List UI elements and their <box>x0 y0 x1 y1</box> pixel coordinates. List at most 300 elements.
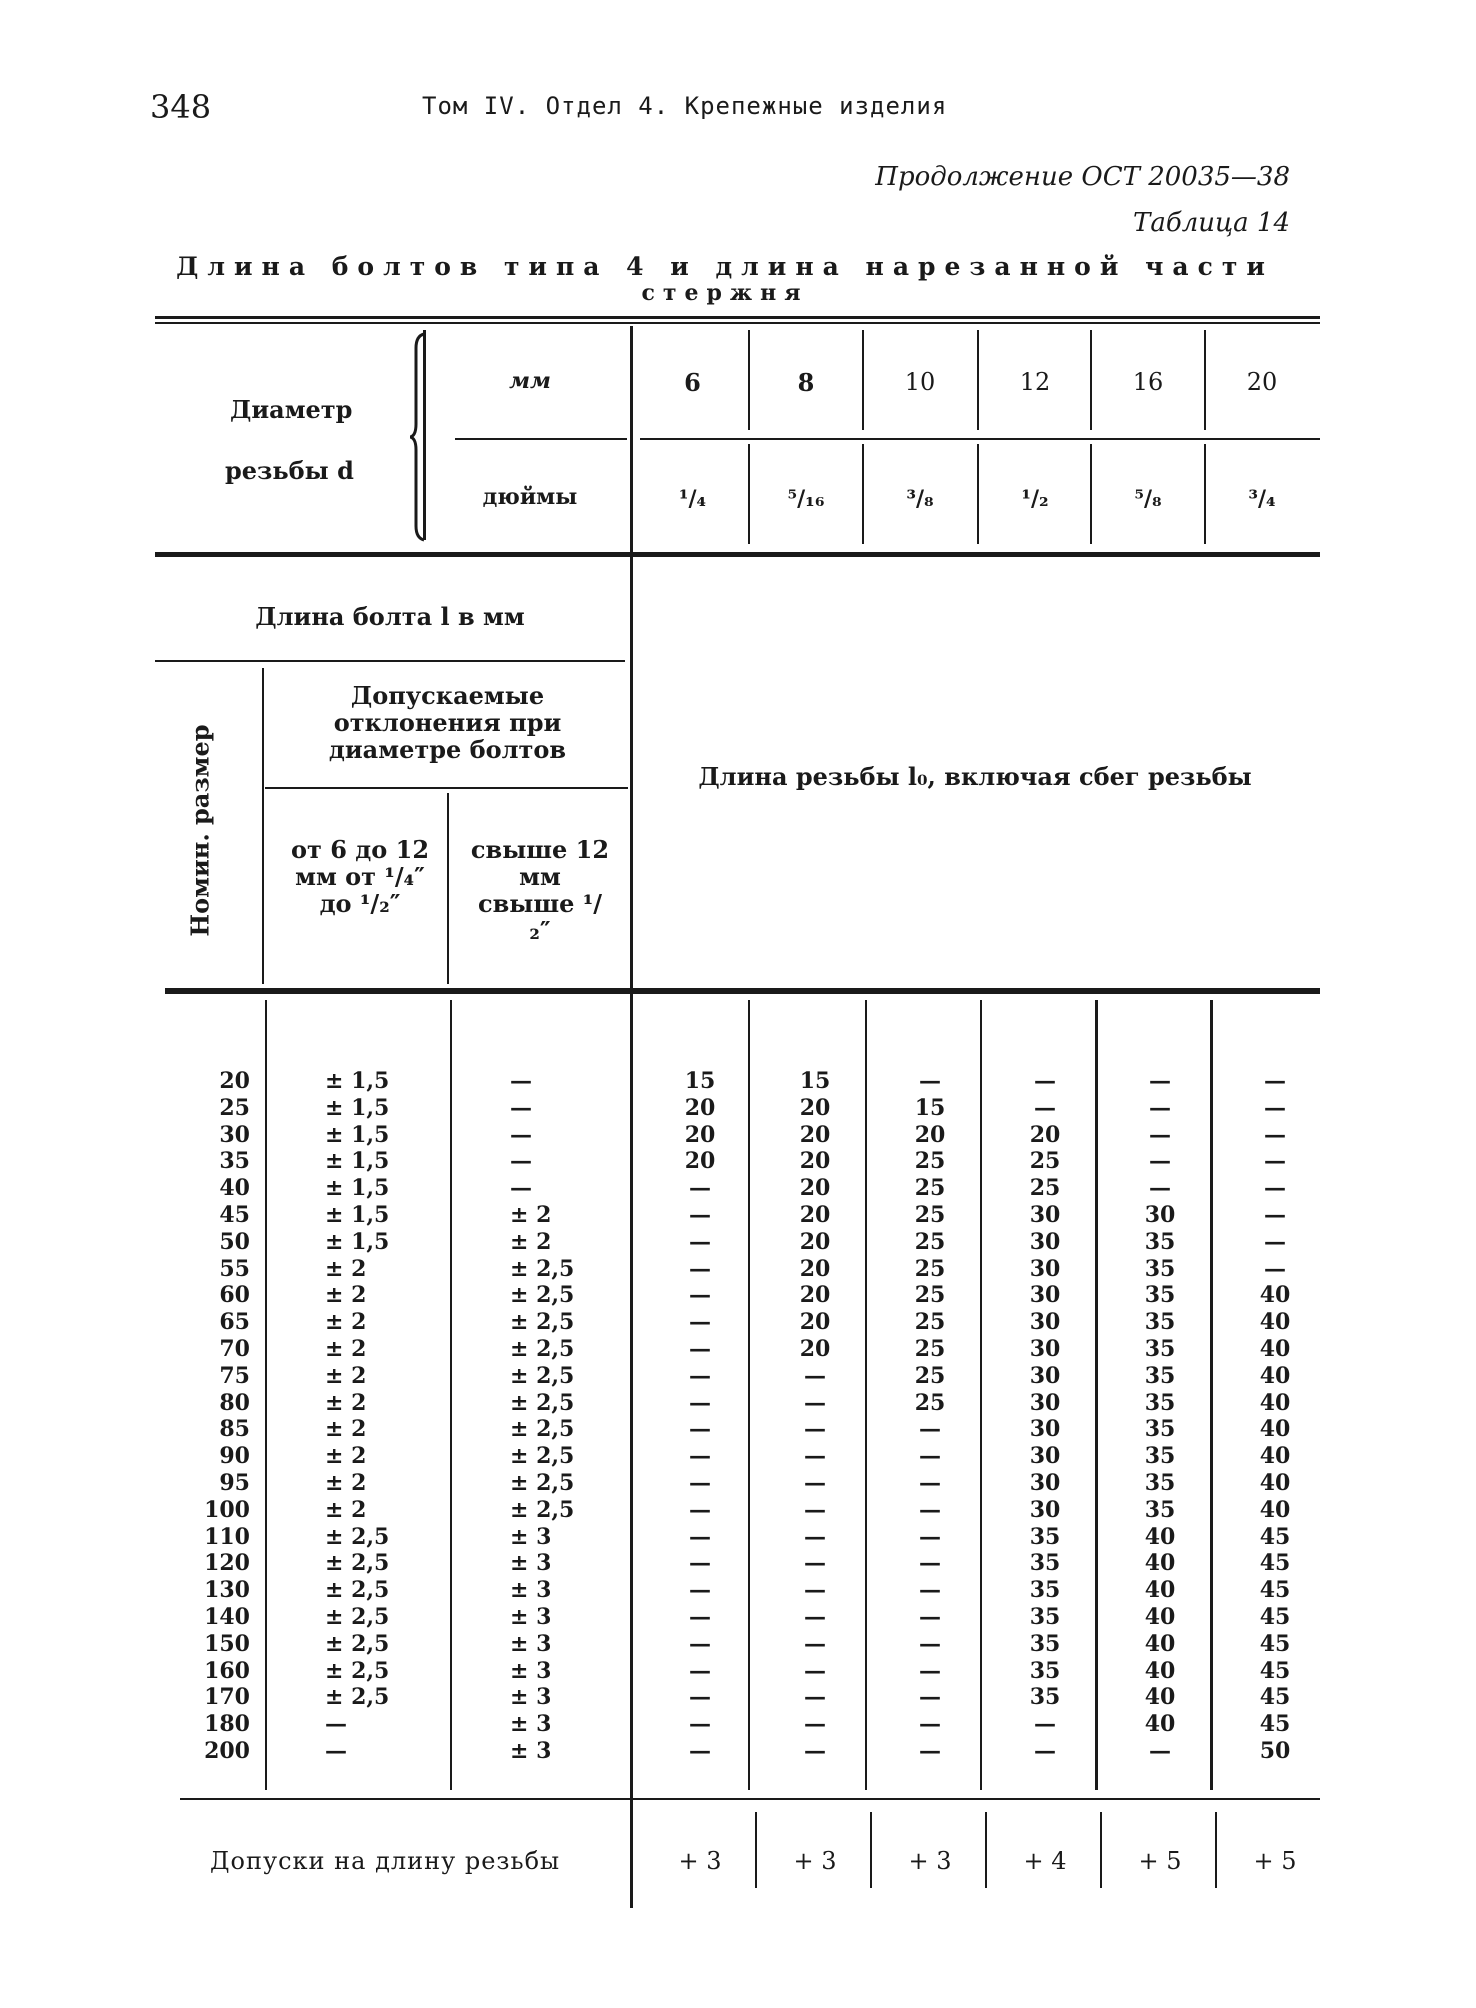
table-cell: 45 <box>1259 1684 1291 1711</box>
table-cell: ± 2,5 <box>325 1603 390 1630</box>
table-cell: 25 <box>914 1282 946 1309</box>
vline-tol-5 <box>1215 1812 1217 1888</box>
table-cell: 45 <box>1259 1577 1291 1604</box>
table-cell: — <box>804 1523 826 1550</box>
table-cell: 30 <box>219 1121 250 1148</box>
diameter-inch-5: ⁵/₈ <box>1134 486 1162 512</box>
table-cell: 65 <box>219 1309 250 1336</box>
table-cell: 35 <box>1144 1496 1176 1523</box>
main-divider <box>630 326 633 1908</box>
table-cell: 45 <box>1259 1603 1291 1630</box>
table-cell: 30 <box>1029 1469 1061 1496</box>
table-cell: — <box>325 1711 347 1738</box>
table-cell: 25 <box>914 1201 946 1228</box>
vline-h-5b <box>1204 444 1206 544</box>
table-cell: — <box>1149 1737 1171 1764</box>
table-cell: — <box>689 1443 711 1470</box>
table-cell: — <box>1264 1094 1286 1121</box>
table-cell: — <box>1264 1121 1286 1148</box>
table-cell: — <box>1264 1175 1286 1202</box>
continuation-note: Продолжение ОСТ 20035—38 <box>875 162 1290 192</box>
tolerance-label: Допуски на длину резьбы <box>210 1847 561 1875</box>
thread-length-10-column <box>890 1068 970 1765</box>
table-cell: 25 <box>914 1362 946 1389</box>
diameter-inch-6: ³/₄ <box>1248 486 1276 512</box>
table-cell: — <box>804 1737 826 1764</box>
table-cell: 35 <box>1144 1416 1176 1443</box>
table-cell: 40 <box>1144 1657 1176 1684</box>
table-cell: ± 3 <box>510 1630 552 1657</box>
table-cell: — <box>689 1603 711 1630</box>
table-cell: 35 <box>1144 1362 1176 1389</box>
table-cell: 25 <box>914 1389 946 1416</box>
table-cell: 40 <box>1144 1603 1176 1630</box>
thread-diameter-label-2: резьбы d <box>225 456 354 485</box>
table-cell: — <box>919 1603 941 1630</box>
table-cell: — <box>510 1094 532 1121</box>
table-cell: 20 <box>799 1201 831 1228</box>
table-cell: 20 <box>799 1255 831 1282</box>
table-cell: 30 <box>1029 1389 1061 1416</box>
thread-length-12-column <box>1005 1068 1085 1765</box>
vline-h-3a <box>977 330 979 430</box>
table-cell: 140 <box>204 1603 250 1630</box>
rule-mm-inch-b <box>640 438 1320 440</box>
table-cell: — <box>689 1737 711 1764</box>
table-cell: 85 <box>219 1416 250 1443</box>
table-cell: — <box>689 1711 711 1738</box>
table-cell: — <box>1149 1068 1171 1094</box>
table-cell: — <box>689 1496 711 1523</box>
table-cell: — <box>1264 1228 1286 1255</box>
table-cell: ± 1,5 <box>325 1228 390 1255</box>
thread-length-6-column <box>660 1068 740 1765</box>
table-cell: ± 2,5 <box>325 1523 390 1550</box>
table-cell: — <box>1149 1121 1171 1148</box>
table-cell: 60 <box>219 1282 250 1309</box>
table-cell: — <box>510 1148 532 1175</box>
table-cell: ± 2 <box>510 1201 552 1228</box>
table-cell: — <box>919 1443 941 1470</box>
table-cell: ± 2,5 <box>510 1282 575 1309</box>
vline-body-4 <box>1095 1000 1098 1790</box>
table-cell: — <box>510 1175 532 1202</box>
table-cell: ± 3 <box>510 1737 552 1764</box>
bolt-length-header: Длина болта l в мм <box>255 602 525 631</box>
table-cell: ± 3 <box>510 1577 552 1604</box>
table-cell: — <box>689 1362 711 1389</box>
brace-icon <box>410 332 430 542</box>
table-cell: — <box>804 1550 826 1577</box>
table-cell: 35 <box>1029 1684 1061 1711</box>
table-cell: — <box>919 1496 941 1523</box>
tolerance-12: + 4 <box>1023 1847 1067 1875</box>
deviation-small-column <box>325 1068 435 1765</box>
table-cell: — <box>689 1335 711 1362</box>
diameter-inch-1: ¹/₄ <box>678 486 707 512</box>
vline-h-2a <box>862 330 864 430</box>
table-cell: 30 <box>1029 1282 1061 1309</box>
table-cell: ± 2,5 <box>510 1496 575 1523</box>
table-cell: 160 <box>204 1657 250 1684</box>
table-cell: 20 <box>799 1309 831 1336</box>
table-cell: 40 <box>1144 1684 1176 1711</box>
table-cell: 35 <box>1029 1523 1061 1550</box>
vline-body-dev2 <box>450 1000 452 1790</box>
vline-h-1a <box>748 330 750 430</box>
table-cell: 25 <box>1029 1148 1061 1175</box>
thread-diameter-label-1: Диаметр <box>230 395 353 424</box>
table-cell: 35 <box>1029 1603 1061 1630</box>
rule-header-bottom <box>155 552 1320 557</box>
rule-top-2 <box>155 322 1320 324</box>
table-cell: ± 1,5 <box>325 1175 390 1202</box>
table-cell: 15 <box>684 1068 716 1094</box>
table-cell: ± 2,5 <box>325 1657 390 1684</box>
table-cell: ± 2 <box>325 1389 367 1416</box>
table-cell: 35 <box>1144 1443 1176 1470</box>
table-cell: ± 2 <box>325 1496 367 1523</box>
table-cell: ± 2,5 <box>325 1630 390 1657</box>
table-cell: 40 <box>1144 1550 1176 1577</box>
table-cell: — <box>689 1255 711 1282</box>
table-cell: 40 <box>1259 1443 1291 1470</box>
table-cell: 30 <box>1029 1201 1061 1228</box>
table-cell: 20 <box>799 1228 831 1255</box>
deviation-large-header: свыше 12 мм свыше ¹/₂″ <box>470 835 610 945</box>
vline-body-2 <box>865 1000 867 1790</box>
table-cell: 30 <box>1029 1228 1061 1255</box>
table-cell: — <box>919 1657 941 1684</box>
table-cell: — <box>1034 1068 1056 1094</box>
table-cell: ± 3 <box>510 1523 552 1550</box>
table-cell: ± 2 <box>325 1255 367 1282</box>
table-cell: 35 <box>1029 1550 1061 1577</box>
vline-h-3b <box>977 444 979 544</box>
table-cell: 45 <box>1259 1550 1291 1577</box>
table-cell: ± 3 <box>510 1657 552 1684</box>
table-cell: 40 <box>1259 1282 1291 1309</box>
table-cell: 50 <box>1259 1737 1291 1764</box>
table-title-line1: Длина болтов типа 4 и длина нарезанной части <box>176 252 1274 281</box>
table-cell: — <box>804 1630 826 1657</box>
table-cell: — <box>804 1443 826 1470</box>
table-cell: 35 <box>1144 1309 1176 1336</box>
table-cell: 35 <box>1029 1577 1061 1604</box>
table-cell: 95 <box>219 1469 250 1496</box>
diameter-mm-12: 12 <box>1019 368 1051 396</box>
table-cell: — <box>1149 1094 1171 1121</box>
table-cell: 40 <box>1259 1416 1291 1443</box>
table-cell: — <box>1149 1148 1171 1175</box>
table-cell: 180 <box>204 1711 250 1738</box>
table-cell: 120 <box>204 1550 250 1577</box>
table-cell: 35 <box>1144 1469 1176 1496</box>
tolerance-8: + 3 <box>793 1847 837 1875</box>
diameter-inch-4: ¹/₂ <box>1021 486 1049 512</box>
table-cell: 20 <box>799 1094 831 1121</box>
vline-body-dev1 <box>265 1000 267 1790</box>
table-cell: — <box>919 1469 941 1496</box>
table-cell: 20 <box>799 1121 831 1148</box>
vline-tol-3 <box>985 1812 987 1888</box>
table-cell: 40 <box>1144 1523 1176 1550</box>
table-cell: 20 <box>799 1175 831 1202</box>
table-cell: 130 <box>204 1577 250 1604</box>
table-cell: — <box>919 1630 941 1657</box>
tolerance-6: + 3 <box>678 1847 722 1875</box>
table-cell: 25 <box>914 1228 946 1255</box>
table-cell: — <box>689 1657 711 1684</box>
table-title-line2: стержня <box>641 280 809 306</box>
table-cell: — <box>689 1309 711 1336</box>
table-cell: — <box>804 1711 826 1738</box>
table-cell: 20 <box>684 1148 716 1175</box>
table-cell: 80 <box>219 1389 250 1416</box>
vline-h-4a <box>1090 330 1092 430</box>
table-cell: 70 <box>219 1335 250 1362</box>
table-cell: 200 <box>204 1737 250 1764</box>
table-cell: 25 <box>914 1309 946 1336</box>
table-cell: — <box>689 1523 711 1550</box>
table-cell: — <box>510 1121 532 1148</box>
table-cell: 170 <box>204 1684 250 1711</box>
table-cell: — <box>804 1389 826 1416</box>
table-cell: 45 <box>1259 1523 1291 1550</box>
rule-bolt-length <box>155 660 625 662</box>
mm-label: мм <box>509 368 551 394</box>
inch-label: дюймы <box>482 484 578 510</box>
table-cell: 20 <box>799 1148 831 1175</box>
thread-length-8-column <box>775 1068 855 1765</box>
vline-deviation <box>447 793 449 984</box>
table-cell: — <box>919 1523 941 1550</box>
table-cell: — <box>919 1068 941 1094</box>
nominal-size-header: Номин. размер <box>185 724 215 937</box>
table-cell: ± 2,5 <box>325 1577 390 1604</box>
table-cell: 35 <box>1144 1335 1176 1362</box>
table-cell: 40 <box>219 1175 250 1202</box>
table-cell: 20 <box>1029 1121 1061 1148</box>
table-cell: ± 3 <box>510 1684 552 1711</box>
thread-length-header: Длина резьбы l₀, включая сбег резьбы <box>698 762 1252 791</box>
table-cell: 25 <box>1029 1175 1061 1202</box>
table-cell: 25 <box>914 1255 946 1282</box>
table-cell: 35 <box>1144 1282 1176 1309</box>
table-cell: — <box>1034 1737 1056 1764</box>
table-cell: 40 <box>1259 1335 1291 1362</box>
table-cell: — <box>804 1603 826 1630</box>
rule-body-bottom <box>180 1798 1320 1800</box>
rule-mm-inch-a <box>455 438 627 440</box>
table-cell: 25 <box>914 1148 946 1175</box>
table-cell: — <box>689 1684 711 1711</box>
table-cell: 25 <box>219 1094 250 1121</box>
thread-length-20-column <box>1235 1068 1315 1765</box>
table-cell: 30 <box>1029 1416 1061 1443</box>
thread-length-16-column <box>1120 1068 1200 1765</box>
table-cell: — <box>804 1416 826 1443</box>
table-cell: ± 2,5 <box>325 1684 390 1711</box>
table-cell: 35 <box>1144 1255 1176 1282</box>
vline-body-1 <box>748 1000 750 1790</box>
table-cell: 20 <box>799 1335 831 1362</box>
table-cell: — <box>804 1684 826 1711</box>
table-cell: 40 <box>1144 1630 1176 1657</box>
table-cell: ± 1,5 <box>325 1148 390 1175</box>
table-cell: — <box>1034 1094 1056 1121</box>
table-cell: ± 3 <box>510 1603 552 1630</box>
nominal-size-column <box>190 1068 250 1765</box>
rule-deviation <box>265 787 628 789</box>
vline-tol-1 <box>755 1812 757 1888</box>
table-cell: ± 1,5 <box>325 1094 390 1121</box>
deviation-large-column <box>510 1068 620 1765</box>
table-cell: — <box>919 1416 941 1443</box>
table-cell: — <box>919 1711 941 1738</box>
table-cell: 150 <box>204 1630 250 1657</box>
table-cell: 25 <box>914 1175 946 1202</box>
table-cell: 35 <box>219 1148 250 1175</box>
table-cell: ± 1,5 <box>325 1201 390 1228</box>
table-cell: — <box>689 1201 711 1228</box>
table-cell: 30 <box>1029 1496 1061 1523</box>
table-cell: — <box>689 1228 711 1255</box>
tolerance-10: + 3 <box>908 1847 952 1875</box>
table-cell: — <box>1264 1201 1286 1228</box>
table-cell: 20 <box>684 1121 716 1148</box>
table-cell: ± 2 <box>510 1228 552 1255</box>
table-cell: — <box>689 1416 711 1443</box>
table-cell: ± 2,5 <box>510 1416 575 1443</box>
running-title: Том IV. Отдел 4. Крепежные изделия <box>422 92 948 120</box>
diameter-inch-3: ³/₈ <box>906 486 934 512</box>
table-cell: — <box>804 1496 826 1523</box>
table-cell: 40 <box>1259 1389 1291 1416</box>
rule-body-top <box>165 988 1320 994</box>
table-cell: 35 <box>1029 1630 1061 1657</box>
vline-body-3 <box>980 1000 982 1790</box>
table-cell: 50 <box>219 1228 250 1255</box>
table-cell: 100 <box>204 1496 250 1523</box>
tolerance-16: + 5 <box>1138 1847 1182 1875</box>
table-cell: 30 <box>1029 1335 1061 1362</box>
diameter-inch-2: ⁵/₁₆ <box>787 486 825 512</box>
diameter-mm-20: 20 <box>1246 368 1278 396</box>
table-cell: 45 <box>1259 1657 1291 1684</box>
table-cell: ± 2,5 <box>510 1309 575 1336</box>
table-cell: ± 2 <box>325 1309 367 1336</box>
deviation-small-header: от 6 до 12 мм от ¹/₄″ до ¹/₂″ <box>290 835 430 918</box>
table-cell: — <box>689 1630 711 1657</box>
vline-tol-2 <box>870 1812 872 1888</box>
table-cell: ± 2 <box>325 1469 367 1496</box>
vline-h-5a <box>1204 330 1206 430</box>
table-cell: — <box>1149 1175 1171 1202</box>
table-cell: 75 <box>219 1362 250 1389</box>
table-cell: 40 <box>1144 1577 1176 1604</box>
table-cell: 35 <box>1144 1228 1176 1255</box>
table-cell: ± 3 <box>510 1711 552 1738</box>
vline-h-1b <box>748 444 750 544</box>
table-cell: 20 <box>219 1068 250 1094</box>
table-cell: — <box>919 1577 941 1604</box>
vline-h-4b <box>1090 444 1092 544</box>
table-cell: 40 <box>1259 1469 1291 1496</box>
table-cell: 30 <box>1029 1362 1061 1389</box>
table-cell: — <box>325 1737 347 1764</box>
vline-nominal <box>262 668 264 984</box>
table-cell: ± 3 <box>510 1550 552 1577</box>
table-cell: ± 2 <box>325 1362 367 1389</box>
table-cell: 90 <box>219 1443 250 1470</box>
table-cell: 40 <box>1259 1496 1291 1523</box>
table-cell: 25 <box>914 1335 946 1362</box>
table-cell: 45 <box>1259 1711 1291 1738</box>
table-cell: 55 <box>219 1255 250 1282</box>
table-cell: — <box>804 1577 826 1604</box>
table-cell: 30 <box>1144 1201 1176 1228</box>
table-cell: 30 <box>1029 1309 1061 1336</box>
table-cell: 40 <box>1144 1711 1176 1738</box>
diameter-mm-8: 8 <box>797 368 815 397</box>
table-cell: — <box>689 1577 711 1604</box>
table-cell: ± 2,5 <box>510 1389 575 1416</box>
table-cell: — <box>689 1282 711 1309</box>
table-cell: 30 <box>1029 1443 1061 1470</box>
deviation-header: Допускаемые отклонения при диаметре болтов <box>328 681 567 764</box>
table-cell: 15 <box>799 1068 831 1094</box>
table-cell: — <box>804 1657 826 1684</box>
table-cell: 45 <box>1259 1630 1291 1657</box>
table-cell: — <box>919 1737 941 1764</box>
table-cell: 35 <box>1144 1389 1176 1416</box>
table-cell: 40 <box>1259 1362 1291 1389</box>
table-cell: — <box>689 1175 711 1202</box>
diameter-mm-10: 10 <box>904 368 936 396</box>
table-cell: — <box>689 1550 711 1577</box>
diameter-mm-16: 16 <box>1132 368 1164 396</box>
table-cell: ± 2,5 <box>325 1550 390 1577</box>
table-cell: ± 2,5 <box>510 1443 575 1470</box>
table-cell: — <box>689 1389 711 1416</box>
table-cell: ± 2 <box>325 1335 367 1362</box>
table-cell: — <box>919 1550 941 1577</box>
rule-top-1 <box>155 316 1320 319</box>
table-cell: — <box>1264 1148 1286 1175</box>
table-cell: 35 <box>1029 1657 1061 1684</box>
table-cell: ± 2 <box>325 1443 367 1470</box>
table-cell: 110 <box>204 1523 250 1550</box>
vline-body-5 <box>1210 1000 1213 1790</box>
table-cell: 20 <box>684 1094 716 1121</box>
table-cell: — <box>1034 1711 1056 1738</box>
table-cell: 20 <box>799 1282 831 1309</box>
table-cell: ± 2 <box>325 1282 367 1309</box>
table-cell: 45 <box>219 1201 250 1228</box>
table-cell: 15 <box>914 1094 946 1121</box>
table-cell: ± 2,5 <box>510 1255 575 1282</box>
table-cell: — <box>689 1469 711 1496</box>
table-cell: — <box>1264 1255 1286 1282</box>
table-cell: ± 2,5 <box>510 1469 575 1496</box>
tolerance-20: + 5 <box>1253 1847 1297 1875</box>
table-cell: — <box>804 1469 826 1496</box>
table-cell: 30 <box>1029 1255 1061 1282</box>
table-cell: ± 1,5 <box>325 1068 390 1094</box>
table-cell: ± 1,5 <box>325 1121 390 1148</box>
table-cell: 20 <box>914 1121 946 1148</box>
